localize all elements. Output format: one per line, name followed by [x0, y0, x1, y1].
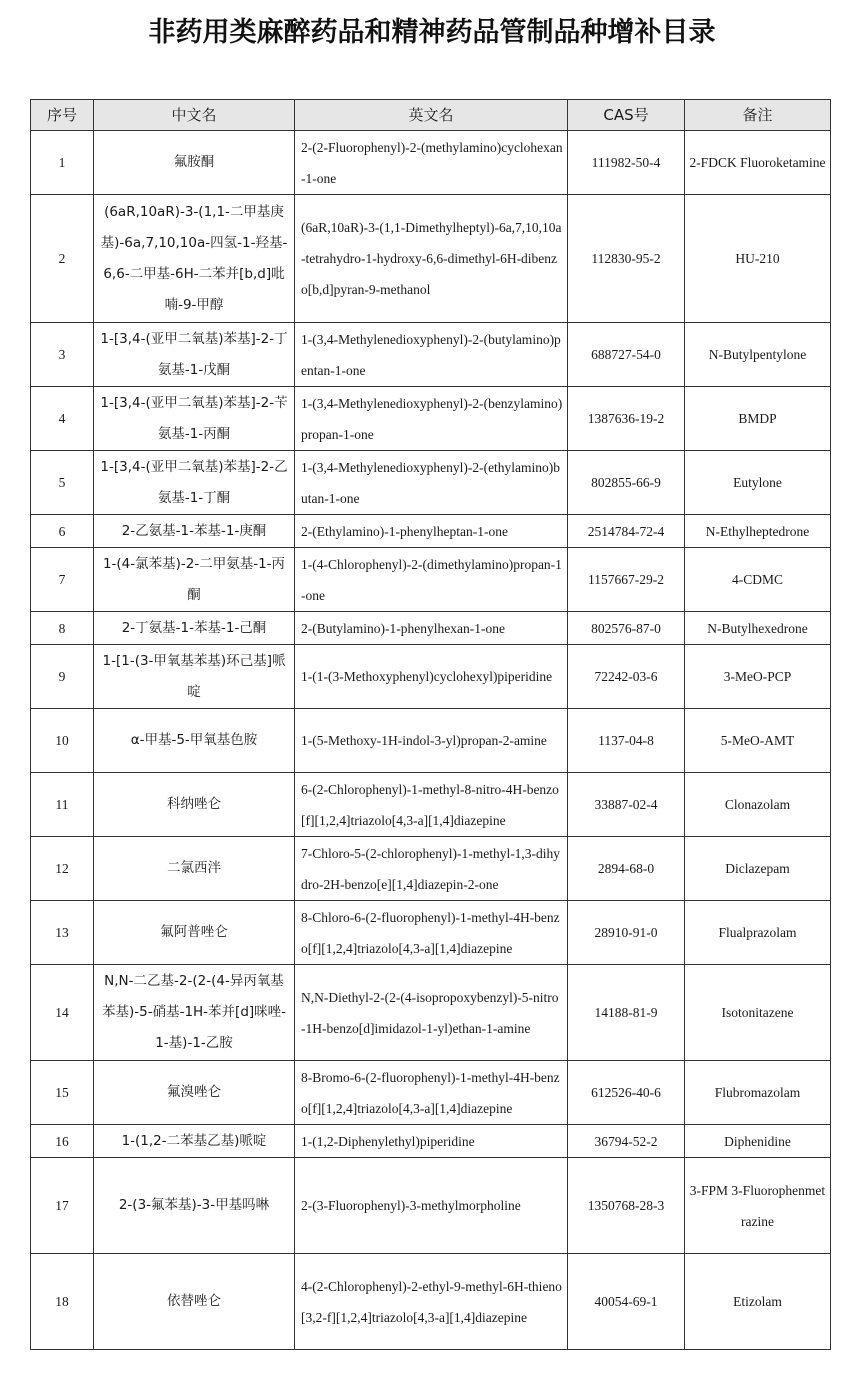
cas-number-cell: 802855-66-9 [568, 451, 685, 515]
remarks-cell: Eutylone [685, 451, 831, 515]
remarks-cell: N-Butylhexedrone [685, 612, 831, 645]
remarks-cell: Flualprazolam [685, 901, 831, 965]
table-row [31, 1254, 831, 1350]
english-name-cell: 8-Bromo-6-(2-fluorophenyl)-1-methyl-4H-benzo[f][1,2,4]triazolo[4,3-a][1,4]diazepine [295, 1061, 568, 1125]
remarks-cell: 3-FPM 3-Fluorophenmetrazine [685, 1158, 831, 1254]
english-name-cell: N,N-Diethyl-2-(2-(4-isopropoxybenzyl)-5-nitro-1H-benzo[d]imidazol-1-yl)ethan-1-amine [295, 965, 568, 1061]
english-name-cell: 1-(4-Chlorophenyl)-2-(dimethylamino)propan-1-one [295, 548, 568, 612]
cas-number-cell: 28910-91-0 [568, 901, 685, 965]
table-row [31, 387, 831, 451]
cas-number-cell: 802576-87-0 [568, 612, 685, 645]
chinese-name-cell: 氟阿普唑仑 [94, 901, 295, 965]
remarks-cell: Clonazolam [685, 773, 831, 837]
header-remarks: 备注 [685, 100, 831, 131]
row-index-cell: 7 [31, 548, 94, 612]
table-row [31, 451, 831, 515]
chinese-name-cell: 2-乙氨基-1-苯基-1-庚酮 [94, 515, 295, 548]
row-index-cell: 5 [31, 451, 94, 515]
row-index-cell: 14 [31, 965, 94, 1061]
remarks-cell: HU-210 [685, 195, 831, 323]
header-index: 序号 [31, 100, 94, 131]
row-index-cell: 8 [31, 612, 94, 645]
chinese-name-cell: 依替唑仑 [94, 1254, 295, 1350]
chinese-name-cell: 氟溴唑仑 [94, 1061, 295, 1125]
row-index-cell: 12 [31, 837, 94, 901]
chinese-name-cell: 1-(1,2-二苯基乙基)哌啶 [94, 1125, 295, 1158]
cas-number-cell: 1387636-19-2 [568, 387, 685, 451]
table-row [31, 195, 831, 323]
remarks-cell: Isotonitazene [685, 965, 831, 1061]
remarks-cell: 2-FDCK Fluoroketamine [685, 131, 831, 195]
table-body [31, 131, 831, 1350]
chinese-name-cell: 氟胺酮 [94, 131, 295, 195]
table-row [31, 965, 831, 1061]
drug-table [30, 99, 831, 1350]
cas-number-cell: 2514784-72-4 [568, 515, 685, 548]
english-name-cell: 1-(3,4-Methylenedioxyphenyl)-2-(ethylamino)butan-1-one [295, 451, 568, 515]
remarks-cell: 5-MeO-AMT [685, 709, 831, 773]
english-name-cell: 1-(5-Methoxy-1H-indol-3-yl)propan-2-amine [295, 709, 568, 773]
english-name-cell: 1-(1,2-Diphenylethyl)piperidine [295, 1125, 568, 1158]
row-index-cell: 10 [31, 709, 94, 773]
header-english-name: 英文名 [295, 100, 568, 131]
cas-number-cell: 612526-40-6 [568, 1061, 685, 1125]
cas-number-cell: 36794-52-2 [568, 1125, 685, 1158]
cas-number-cell: 33887-02-4 [568, 773, 685, 837]
row-index-cell: 15 [31, 1061, 94, 1125]
row-index-cell: 16 [31, 1125, 94, 1158]
remarks-cell: N-Ethylheptedrone [685, 515, 831, 548]
remarks-cell: 4-CDMC [685, 548, 831, 612]
row-index-cell: 4 [31, 387, 94, 451]
table-row [31, 837, 831, 901]
english-name-cell: (6aR,10aR)-3-(1,1-Dimethylheptyl)-6a,7,10,10a-tetrahydro-1-hydroxy-6,6-dimethyl-6H-dibenzo[b,d]pyran-9-methanol [295, 195, 568, 323]
cas-number-cell: 1137-04-8 [568, 709, 685, 773]
english-name-cell: 6-(2-Chlorophenyl)-1-methyl-8-nitro-4H-benzo[f][1,2,4]triazolo[4,3-a][1,4]diazepine [295, 773, 568, 837]
cas-number-cell: 1157667-29-2 [568, 548, 685, 612]
english-name-cell: 4-(2-Chlorophenyl)-2-ethyl-9-methyl-6H-thieno[3,2-f][1,2,4]triazolo[4,3-a][1,4]diazepine [295, 1254, 568, 1350]
row-index-cell: 6 [31, 515, 94, 548]
table-header-row [31, 100, 831, 131]
chinese-name-cell: (6aR,10aR)-3-(1,1-二甲基庚基)-6a,7,10,10a-四氢-1-羟基-6,6-二甲基-6H-二苯并[b,d]吡喃-9-甲醇 [94, 195, 295, 323]
cas-number-cell: 14188-81-9 [568, 965, 685, 1061]
chinese-name-cell: 1-[1-(3-甲氧基苯基)环己基]哌啶 [94, 645, 295, 709]
chinese-name-cell: 1-[3,4-(亚甲二氧基)苯基]-2-丁氨基-1-戊酮 [94, 323, 295, 387]
remarks-cell: Diphenidine [685, 1125, 831, 1158]
cas-number-cell: 1350768-28-3 [568, 1158, 685, 1254]
chinese-name-cell: α-甲基-5-甲氧基色胺 [94, 709, 295, 773]
english-name-cell: 1-(3,4-Methylenedioxyphenyl)-2-(benzylamino)propan-1-one [295, 387, 568, 451]
chinese-name-cell: 科纳唑仑 [94, 773, 295, 837]
chinese-name-cell: N,N-二乙基-2-(2-(4-异丙氧基苯基)-5-硝基-1H-苯并[d]咪唑-1-基)-1-乙胺 [94, 965, 295, 1061]
table-row [31, 131, 831, 195]
cas-number-cell: 2894-68-0 [568, 837, 685, 901]
row-index-cell: 11 [31, 773, 94, 837]
chinese-name-cell: 1-(4-氯苯基)-2-二甲氨基-1-丙酮 [94, 548, 295, 612]
cas-number-cell: 688727-54-0 [568, 323, 685, 387]
cas-number-cell: 111982-50-4 [568, 131, 685, 195]
row-index-cell: 9 [31, 645, 94, 709]
cas-number-cell: 72242-03-6 [568, 645, 685, 709]
row-index-cell: 2 [31, 195, 94, 323]
cas-number-cell: 112830-95-2 [568, 195, 685, 323]
remarks-cell: Flubromazolam [685, 1061, 831, 1125]
row-index-cell: 13 [31, 901, 94, 965]
english-name-cell: 2-(Ethylamino)-1-phenylheptan-1-one [295, 515, 568, 548]
chinese-name-cell: 2-(3-氟苯基)-3-甲基吗啉 [94, 1158, 295, 1254]
page-title: 非药用类麻醉药品和精神药品管制品种增补目录 [148, 17, 716, 48]
table-row [31, 709, 831, 773]
table-row [31, 1061, 831, 1125]
remarks-cell: Etizolam [685, 1254, 831, 1350]
table-row [31, 548, 831, 612]
chinese-name-cell: 二氯西泮 [94, 837, 295, 901]
row-index-cell: 1 [31, 131, 94, 195]
remarks-cell: 3-MeO-PCP [685, 645, 831, 709]
row-index-cell: 18 [31, 1254, 94, 1350]
chinese-name-cell: 1-[3,4-(亚甲二氧基)苯基]-2-乙氨基-1-丁酮 [94, 451, 295, 515]
english-name-cell: 2-(3-Fluorophenyl)-3-methylmorpholine [295, 1158, 568, 1254]
header-chinese-name: 中文名 [94, 100, 295, 131]
header-cas-number: CAS号 [568, 100, 685, 131]
english-name-cell: 7-Chloro-5-(2-chlorophenyl)-1-methyl-1,3-dihydro-2H-benzo[e][1,4]diazepin-2-one [295, 837, 568, 901]
table-row [31, 1125, 831, 1158]
english-name-cell: 1-(1-(3-Methoxyphenyl)cyclohexyl)piperidine [295, 645, 568, 709]
remarks-cell: N-Butylpentylone [685, 323, 831, 387]
chinese-name-cell: 1-[3,4-(亚甲二氧基)苯基]-2-苄氨基-1-丙酮 [94, 387, 295, 451]
table-row [31, 645, 831, 709]
remarks-cell: Diclazepam [685, 837, 831, 901]
table-row [31, 612, 831, 645]
english-name-cell: 2-(Butylamino)-1-phenylhexan-1-one [295, 612, 568, 645]
english-name-cell: 1-(3,4-Methylenedioxyphenyl)-2-(butylamino)pentan-1-one [295, 323, 568, 387]
english-name-cell: 2-(2-Fluorophenyl)-2-(methylamino)cyclohexan-1-one [295, 131, 568, 195]
table-row [31, 515, 831, 548]
chinese-name-cell: 2-丁氨基-1-苯基-1-己酮 [94, 612, 295, 645]
table-row [31, 901, 831, 965]
table-row [31, 773, 831, 837]
cas-number-cell: 40054-69-1 [568, 1254, 685, 1350]
table-row [31, 323, 831, 387]
row-index-cell: 3 [31, 323, 94, 387]
table-row [31, 1158, 831, 1254]
english-name-cell: 8-Chloro-6-(2-fluorophenyl)-1-methyl-4H-benzo[f][1,2,4]triazolo[4,3-a][1,4]diazepine [295, 901, 568, 965]
remarks-cell: BMDP [685, 387, 831, 451]
row-index-cell: 17 [31, 1158, 94, 1254]
